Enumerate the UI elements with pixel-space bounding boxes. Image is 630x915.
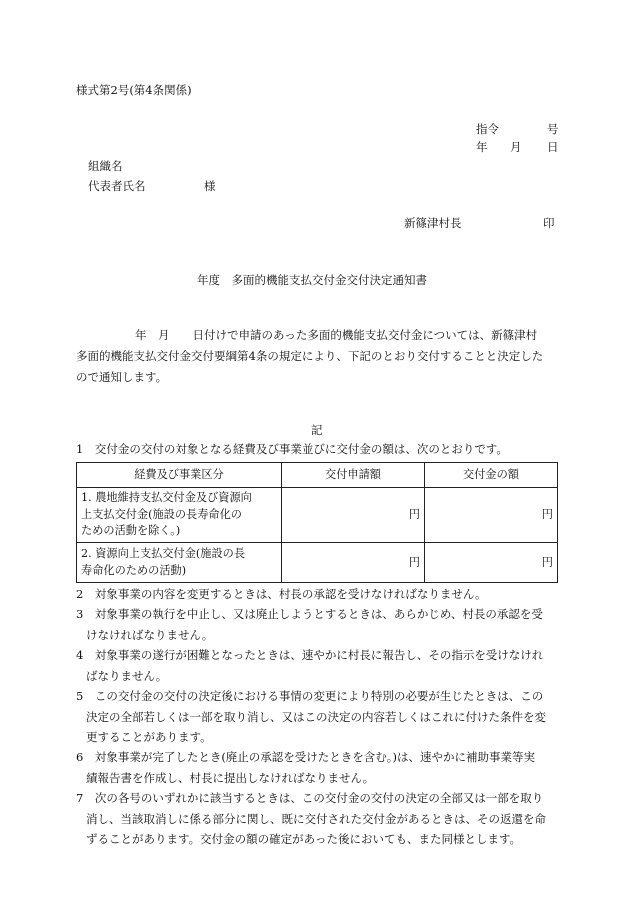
category-line: 1. 農地維持支払交付金及び資源向	[81, 491, 252, 505]
condition-2	[76, 584, 566, 605]
condition-line: 決定の全部若しくは一部を取り消し、又はこの決定の内容若しくはこれに付けた条件を変	[86, 709, 546, 724]
grant-table	[76, 462, 558, 583]
intro-line: 多面的機能支払交付金交付要綱第4条の規定により、下記のとおり交付することと決定した	[76, 349, 544, 363]
day-label: 日	[547, 140, 559, 154]
requested-amount-cell: 円	[282, 543, 425, 583]
condition-line: 4 対象事業の遂行が困難となったときは、速やかに村長に報告し、その指示を受けなけれ	[76, 648, 544, 662]
representative-label: 代表者氏名	[88, 179, 146, 193]
month-label: 月	[510, 140, 522, 154]
condition-line: 更することがあります。	[86, 730, 212, 744]
category-line: 2. 資源向上支払交付金(施設の長	[81, 547, 246, 560]
issuer-name: 新篠津村長	[404, 216, 462, 230]
item-1-text: 1 交付金の交付の対象となる経費及び事業並びに交付金の額は、次のとおりです。	[76, 442, 508, 456]
category-line: ための活動を除く。)	[81, 524, 181, 538]
table-row	[77, 543, 558, 583]
header-category: 経費及び事業区分	[77, 463, 282, 488]
condition-line: 6 対象事業が完了したとき(廃止の承認を受けたときを含む。)は、速やかに補助事業等実	[76, 750, 536, 764]
document-title: 年度 多面的機能支払交付金交付決定通知書	[197, 273, 427, 287]
form-number: 様式第2号(第4条関係)	[76, 83, 192, 97]
condition-line: 績報告書を作成し、村長に提出しなければなりません。	[86, 770, 375, 785]
year-label: 年	[476, 140, 488, 154]
header-requested: 交付申請額	[282, 463, 425, 488]
condition-line: けなければなりません。	[86, 627, 214, 642]
condition-4	[76, 645, 566, 686]
granted-amount-cell: 円	[425, 488, 558, 543]
table-header-row	[77, 463, 558, 488]
intro-line: ので通知します。	[76, 370, 168, 384]
condition-line: ずることがあります。交付金の額の確定があった後においても、また同様とします。	[86, 832, 522, 846]
condition-line: 5 この交付金の交付の決定後における事情の変更により特別の必要が生じたときは、この	[76, 689, 544, 703]
category-cell	[77, 543, 282, 583]
condition-line: 7 次の各号のいずれかに該当するときは、この交付金の交付の決定の全部又は一部を取り	[76, 791, 544, 805]
condition-line: 消し、当該取消しに係る部分に関し、既に交付された交付金があるときは、その返還を命	[86, 811, 546, 826]
ki-heading: 記	[311, 423, 323, 437]
condition-6	[76, 747, 566, 788]
category-line: 上支払交付金(施設の長寿命化の	[81, 507, 242, 521]
honorific: 様	[204, 179, 216, 193]
requested-amount-cell: 円	[282, 488, 425, 543]
intro-paragraph	[76, 325, 558, 388]
table-row	[77, 488, 558, 543]
condition-5	[76, 686, 566, 748]
condition-3	[76, 604, 566, 645]
condition-line: 3 対象事業の執行を中止し、又は廃止しようとするときは、あらかじめ、村長の承認を受	[76, 607, 543, 621]
category-line: 寿命化のための活動)	[81, 563, 187, 577]
org-name-label: 組織名	[88, 159, 123, 173]
number-suffix: 号	[547, 122, 559, 136]
seal-mark: 印	[543, 216, 555, 230]
condition-line: ばなりません。	[86, 668, 168, 683]
condition-line: 2 対象事業の内容を変更するときは、村長の承認を受けなければなりません。	[76, 587, 487, 601]
category-cell	[77, 488, 282, 543]
granted-amount-cell: 円	[425, 543, 558, 583]
condition-7	[76, 788, 566, 850]
directive-label: 指令	[476, 122, 499, 136]
header-granted: 交付金の額	[425, 463, 558, 488]
intro-line: 年 月 日付けで申請のあった多面的機能支払交付金については、新篠津村	[135, 328, 538, 342]
